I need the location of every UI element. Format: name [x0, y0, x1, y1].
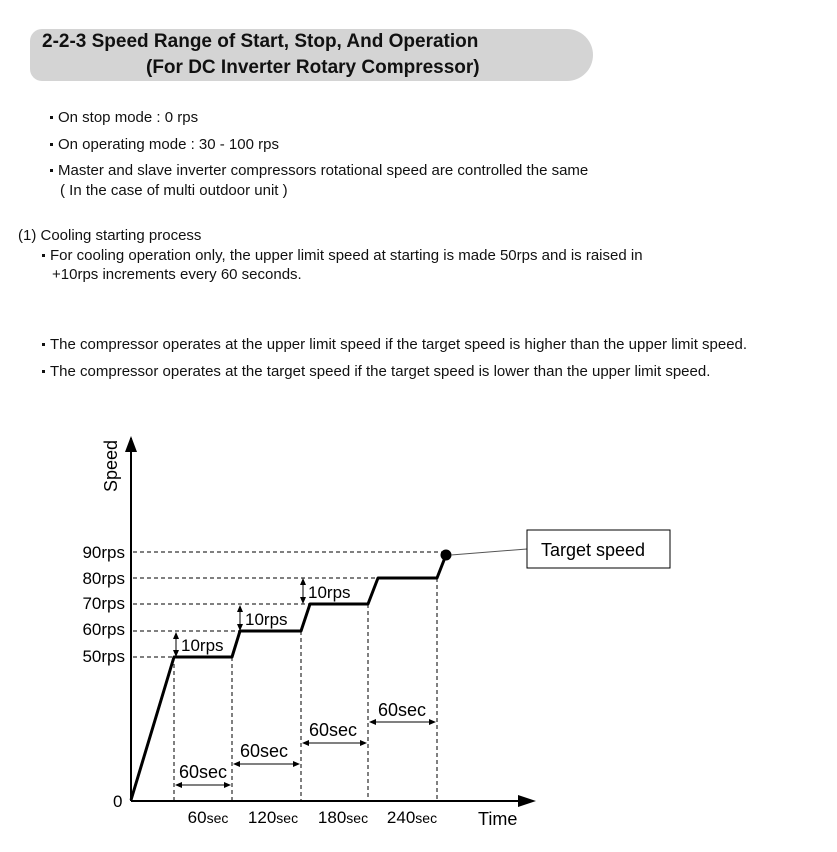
section-bullet: For cooling operation only, the upper limit speed at starting is made 50rps and is raised in — [42, 247, 643, 264]
multi-unit-note: ( In the case of multi outdoor unit ) — [60, 182, 288, 199]
x-tick-180sec: 180sec — [317, 808, 369, 827]
bullet-stop-mode: On stop mode : 0 rps — [50, 109, 198, 126]
bullet-operating-mode: On operating mode : 30 - 100 rps — [50, 136, 279, 153]
origin-label: 0 — [113, 792, 123, 811]
y-tick-70rps: 70rps — [82, 594, 125, 613]
y-tick-60rps: 60rps — [82, 620, 125, 639]
x-tick-60sec: 60sec — [187, 808, 229, 827]
y-axis-arrow — [125, 436, 137, 452]
interval-label-1: 60sec — [178, 762, 228, 782]
step-label-3: 10rps — [308, 583, 351, 602]
x-axis-arrow — [518, 795, 536, 807]
section-bullet-continuation: +10rps increments every 60 seconds. — [52, 266, 302, 283]
y-axis-label: Speed — [101, 439, 121, 493]
x-tick-120sec: 120sec — [247, 808, 299, 827]
step-label-2: 10rps — [245, 610, 288, 629]
section-heading: (1) Cooling starting process — [18, 227, 202, 244]
y-tick-80rps: 80rps — [82, 569, 125, 588]
target-speed-label: Target speed — [541, 540, 646, 560]
y-tick-90rps: 90rps — [82, 543, 125, 562]
note-target-speed: The compressor operates at the target speed if the target speed is lower than the upper limit speed. — [42, 363, 710, 380]
step-label-1: 10rps — [181, 636, 224, 655]
target-leader-line — [451, 549, 527, 555]
interval-label-2: 60sec — [239, 741, 289, 761]
interval-label-3: 60sec — [308, 720, 358, 740]
interval-label-4: 60sec — [377, 700, 427, 720]
y-tick-50rps: 50rps — [82, 647, 125, 666]
x-axis-label: Time — [478, 809, 518, 829]
note-upper-limit: The compressor operates at the upper limit speed if the target speed is higher than the upper limit speed. — [42, 336, 747, 353]
bullet-master-slave: Master and slave inverter compressors rotational speed are controlled the same — [50, 162, 588, 179]
target-point — [441, 550, 452, 561]
x-tick-240sec: 240sec — [386, 808, 438, 827]
page-title: 2-2-3 Speed Range of Start, Stop, And Operation — [42, 31, 479, 52]
page-subtitle: (For DC Inverter Rotary Compressor) — [146, 57, 480, 78]
